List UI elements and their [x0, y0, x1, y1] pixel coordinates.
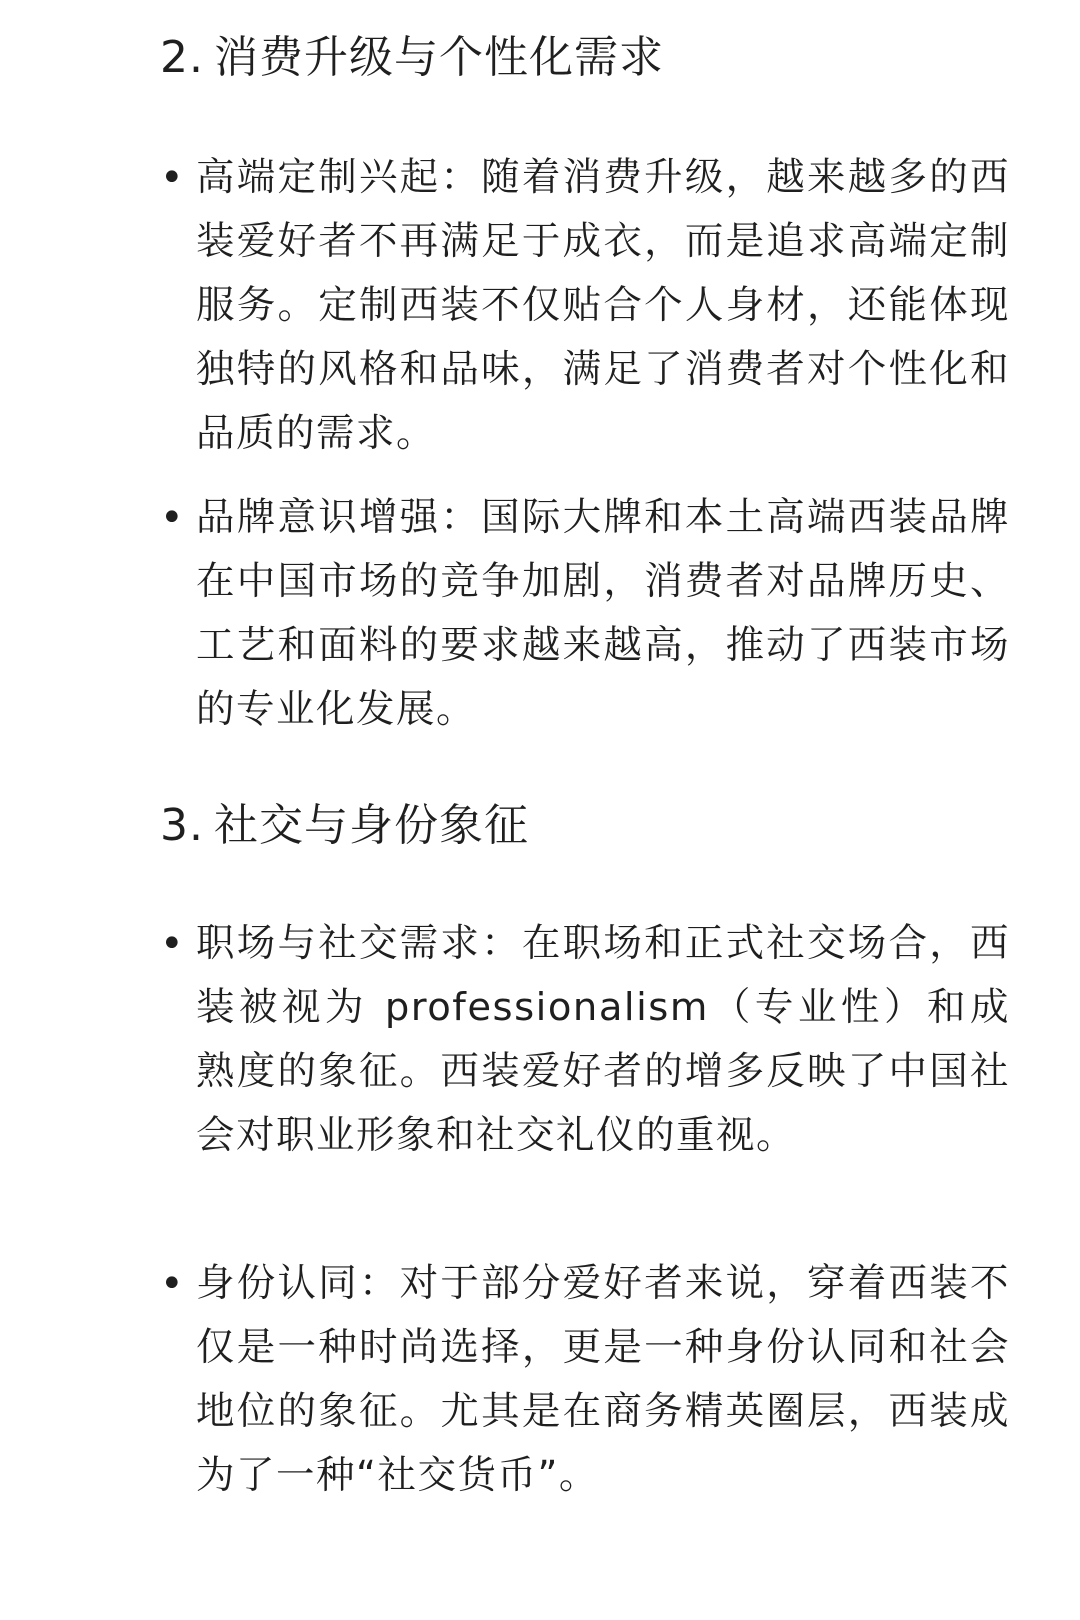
section-heading-2 [160, 28, 664, 88]
list-item-workplace-social [160, 912, 1010, 1168]
list-item-text: 品牌意识增强：国际大牌和本土高端西装品牌在中国市场的竞争加剧，消费者对品牌历史、工艺和面料的要求越来越高，推动了西装市场的专业化发展。 [196, 495, 1010, 732]
list-item-identity [160, 1252, 1010, 1508]
section-number: 3. [160, 800, 204, 851]
section-heading-3 [160, 796, 529, 856]
bullet-icon: • [160, 155, 184, 201]
bullet-icon: • [160, 921, 184, 967]
bullet-icon: • [160, 495, 184, 541]
list-item-text: 职场与社交需求：在职场和正式社交场合，西装被视为 professionalism（专业性）和成熟度的象征。西装爱好者的增多反映了中国社会对职业形象和社交礼仪的重视。 [196, 921, 1010, 1158]
list-item-text: 身份认同：对于部分爱好者来说，穿着西装不仅是一种时尚选择，更是一种身份认同和社会地位的象征。尤其是在商务精英圈层，西装成为了一种“社交货币”。 [196, 1261, 1010, 1498]
section-title: 消费升级与个性化需求 [213, 32, 664, 83]
bullet-icon: • [160, 1261, 184, 1307]
list-item-premium-custom [160, 146, 1010, 466]
list-item-text: 高端定制兴起：随着消费升级，越来越多的西装爱好者不再满足于成衣，而是追求高端定制服务。定制西装不仅贴合个人身材，还能体现独特的风格和品味，满足了消费者对个性化和品质的需求。 [196, 155, 1010, 456]
section-title: 社交与身份象征 [213, 800, 529, 851]
section-number: 2. [160, 32, 204, 83]
list-item-brand-awareness [160, 486, 1010, 742]
